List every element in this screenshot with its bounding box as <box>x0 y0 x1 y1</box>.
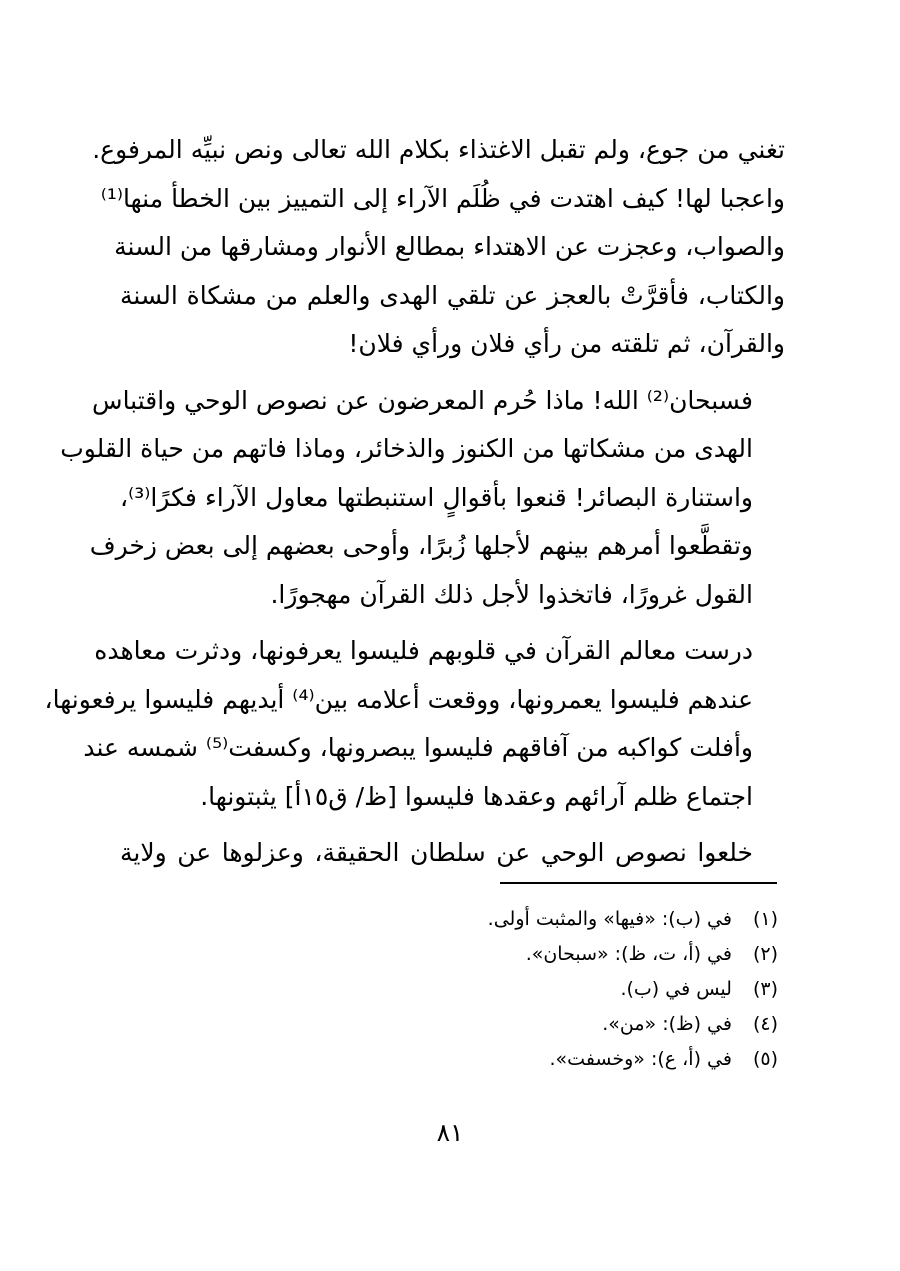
text-line: والكتاب، فأقرَّتْ بالعجز عن تلقي الهدى والعلم من مشكاة السنة <box>120 280 785 310</box>
footnote-item <box>378 1042 778 1077</box>
footnote-text: ليس في (ب). <box>620 978 732 1000</box>
footnote-number: (٤) <box>752 1013 778 1035</box>
footnote-text: في (ب): «فيها» والمثبت أولى. <box>487 908 732 930</box>
text-line: خلعوا نصوص الوحي عن سلطان الحقيقة، وعزلوها عن ولاية <box>120 838 753 867</box>
footnote-text: في (أ، ت، ظ): «سبحان». <box>525 943 732 965</box>
paragraph-4 <box>120 829 785 878</box>
footnote-item <box>378 937 778 972</box>
text-line: القول غرورًا، فاتخذوا لأجل ذلك القرآن مهجورًا. <box>270 579 753 609</box>
text-line: تغني من جوع، ولم تقبل الاغتذاء بكلام الله تعالى ونص نبيِّه المرفوع. <box>92 135 785 164</box>
footnote-item <box>378 1007 778 1042</box>
footnotes <box>378 902 778 1077</box>
text-line: فسبحان⁽²⁾ الله! ماذا حُرم المعرضون عن نصوص الوحي واقتباس <box>92 385 753 415</box>
footnote-separator <box>500 882 777 884</box>
text-line: واعجبا لها! كيف اهتدت في ظُلَم الآراء إلى التمييز بين الخطأ منها⁽¹⁾ <box>100 183 785 213</box>
footnote-number: (٥) <box>752 1048 778 1070</box>
text-line: وأفلت كواكبه من آفاقهم فليسوا يبصرونها، وكسفت⁽⁵⁾ شمسه عند <box>83 733 753 762</box>
footnote-text: في (أ، ع): «وخسفت». <box>549 1048 732 1070</box>
footnote-number: (٢) <box>752 943 778 965</box>
page-number: ٨١ <box>436 1118 464 1147</box>
footnote-text: في (ظ): «من». <box>602 1013 732 1035</box>
footnote-number: (٣) <box>752 978 778 1000</box>
text-line: واستنارة البصائر! قنعوا بأقوالٍ استنبطتها معاول الآراء فكرًا⁽³⁾، <box>120 482 753 512</box>
paragraph-2 <box>60 377 785 620</box>
text-line: والصواب، وعجزت عن الاهتداء بمطالع الأنوار ومشارقها من السنة <box>114 232 785 261</box>
main-text <box>44 126 785 878</box>
text-line: والقرآن، ثم تلقته من رأي فلان ورأي فلان! <box>348 329 785 358</box>
footnote-item <box>378 902 778 937</box>
text-line: الهدى من مشكاتها من الكنوز والذخائر، وماذا فاتهم من حياة القلوب <box>60 434 753 463</box>
text-line: عندهم فليسوا يعمرونها، ووقعت أعلامه بين⁽⁴⁾ أيديهم فليسوا يرفعونها، <box>44 684 753 714</box>
text-line: وتقطَّعوا أمرهم بينهم لأجلها زُبرًا، وأوحى بعضهم إلى بعض زخرف <box>89 531 753 560</box>
footnote-number: (١) <box>752 908 778 930</box>
text-line: درست معالم القرآن في قلوبهم فليسوا يعرفونها، ودثرت معاهده <box>94 636 753 665</box>
text-line: اجتماع ظلم آرائهم وعقدها فليسوا [ظ/ ق١٥أ] يثبتونها. <box>200 781 753 811</box>
paragraph-1 <box>92 126 785 369</box>
footnote-item <box>378 972 778 1007</box>
paragraph-3 <box>44 627 785 821</box>
